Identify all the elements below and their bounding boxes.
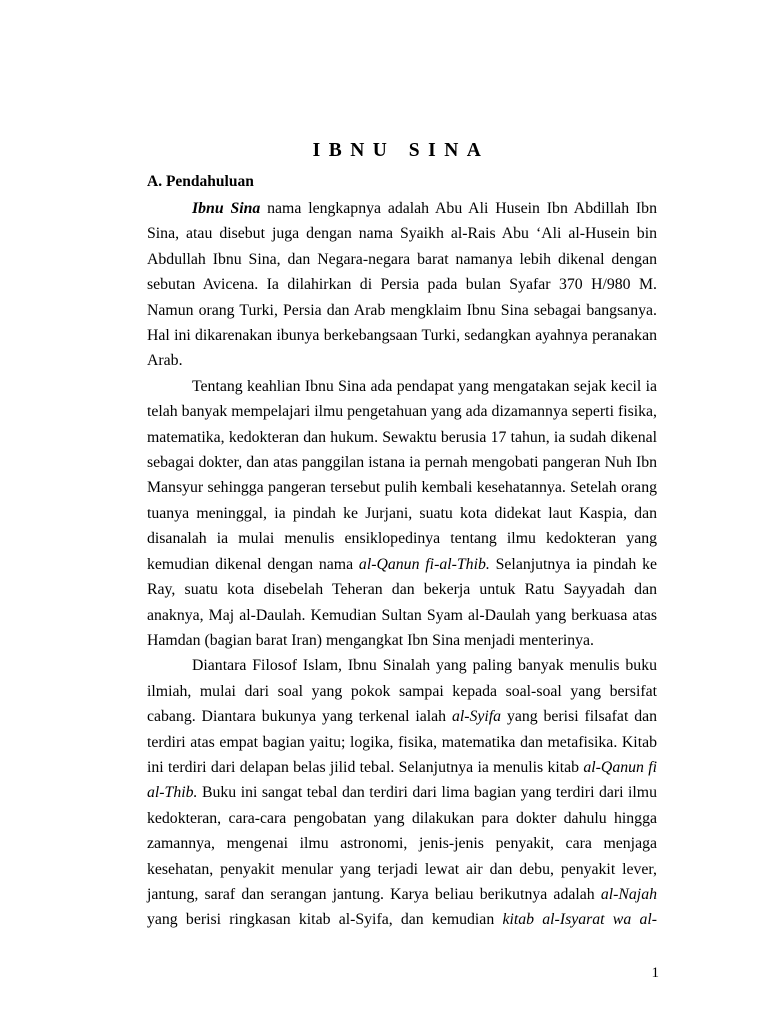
document-title: IBNU SINA [312, 140, 490, 161]
paragraph-3-segment-3: yang berisi filsafat dan terdiri atas empat bagian yaitu; logika, fisika, matematika dan metafisika. Kitab ini terdiri dari delapan belas jilid tebal. Selanjutnya ia menulis kitab [147, 708, 658, 776]
paragraph-2-segment-1: Tentang keahlian Ibnu Sina ada pendapat yang mengatakan sejak kecil ia telah banyak mempelajari ilmu pengetahuan yang ada dizamannya seperti fisika, matematika, kedokteran dan hukum. Sewaktu berusia 17 tahun, ia sudah dikenal sebagai dokter, dan atas panggilan istana ia pernah mengobati pangeran Nuh Ibn Mansyur sehingga pangeran tersebut pulih kembali kesehatannya. Setelah orang tuanya meninggal, ia pindah ke Jurjani, suatu kota didekat laut Kaspia, dan disanalah ia mulai menulis ensiklopedinya tentang ilmu kedokteran yang kemudian dikenal dengan nama [147, 377, 657, 573]
paragraph-3-segment-4: al-Qanun fi al-Thib. [147, 758, 657, 802]
paragraph-3-segment-6: al-Najah [600, 885, 657, 903]
paragraph-3 [147, 653, 657, 932]
paragraph-3-segment-2: al-Syifa [451, 708, 502, 726]
paragraph-2 [147, 374, 657, 653]
paragraph-3-segment-1: Diantara Filosof Islam, Ibnu Sinalah yang paling banyak menulis buku ilmiah, mulai dari soal yang pokok sampai kepada soal-soal yang bersifat cabang. Diantara bukunya yang terkenal ialah [147, 657, 657, 726]
page-number: 1 [651, 965, 659, 981]
paragraph-3-segment-5: Buku ini sangat tebal dan terdiri dari lima bagian yang terdiri dari ilmu kedokteran, cara-cara pengobatan yang dilakukan para dokter dahulu hingga zamannya, mengenai ilmu astronomi, jenis-jenis penyakit, cara menjaga kesehatan, penyakit menular yang terjadi lewat air dan debu, penyakit lever, jantung, saraf dan serangan jantung. Karya beliau berikutnya adalah [147, 784, 657, 903]
paragraph-1-segment-2: nama lengkapnya adalah Abu Ali Husein Ibn Abdillah Ibn Sina, atau disebut juga dengan nama Syaikh al-Rais Abu ‘Ali al-Husein bin Abdullah Ibnu Sina, dan Negara-negara barat namanya lebih dikenal dengan sebutan Avicena. Ia dilahirkan di Persia pada bulan Syafar 370 H/980 M. Namun orang Turki, Persia dan Arab mengklaim Ibnu Sina sebagai bangsanya. Hal ini dikarenakan ibunya berkebangsaan Turki, sedangkan ayahnya peranakan Arab. [147, 200, 657, 370]
paragraph-1-segment-1: Ibnu Sina [192, 200, 261, 217]
paragraph-3-segment-8: kitab al-Isyarat wa al- [502, 911, 657, 929]
paragraph-2-segment-2: al-Qanun fi-al-Thib. [358, 555, 490, 573]
body-text [147, 196, 657, 933]
paragraph-3-segment-7: yang berisi ringkasan kitab al-Syifa, dan kemudian [147, 911, 503, 929]
paragraph-2-segment-3: Selanjutnya ia pindah ke Ray, suatu kota disebelah Teheran dan bekerja untuk Ratu Sayyadah dan anaknya, Maj al-Daulah. Kemudian Sultan Syam al-Daulah yang berkuasa atas Hamdan (bagian barat Iran) mengangkat Ibn Sina menjadi menterinya. [147, 555, 657, 649]
paragraph-1 [147, 196, 657, 374]
section-heading: A. Pendahuluan [147, 173, 254, 190]
